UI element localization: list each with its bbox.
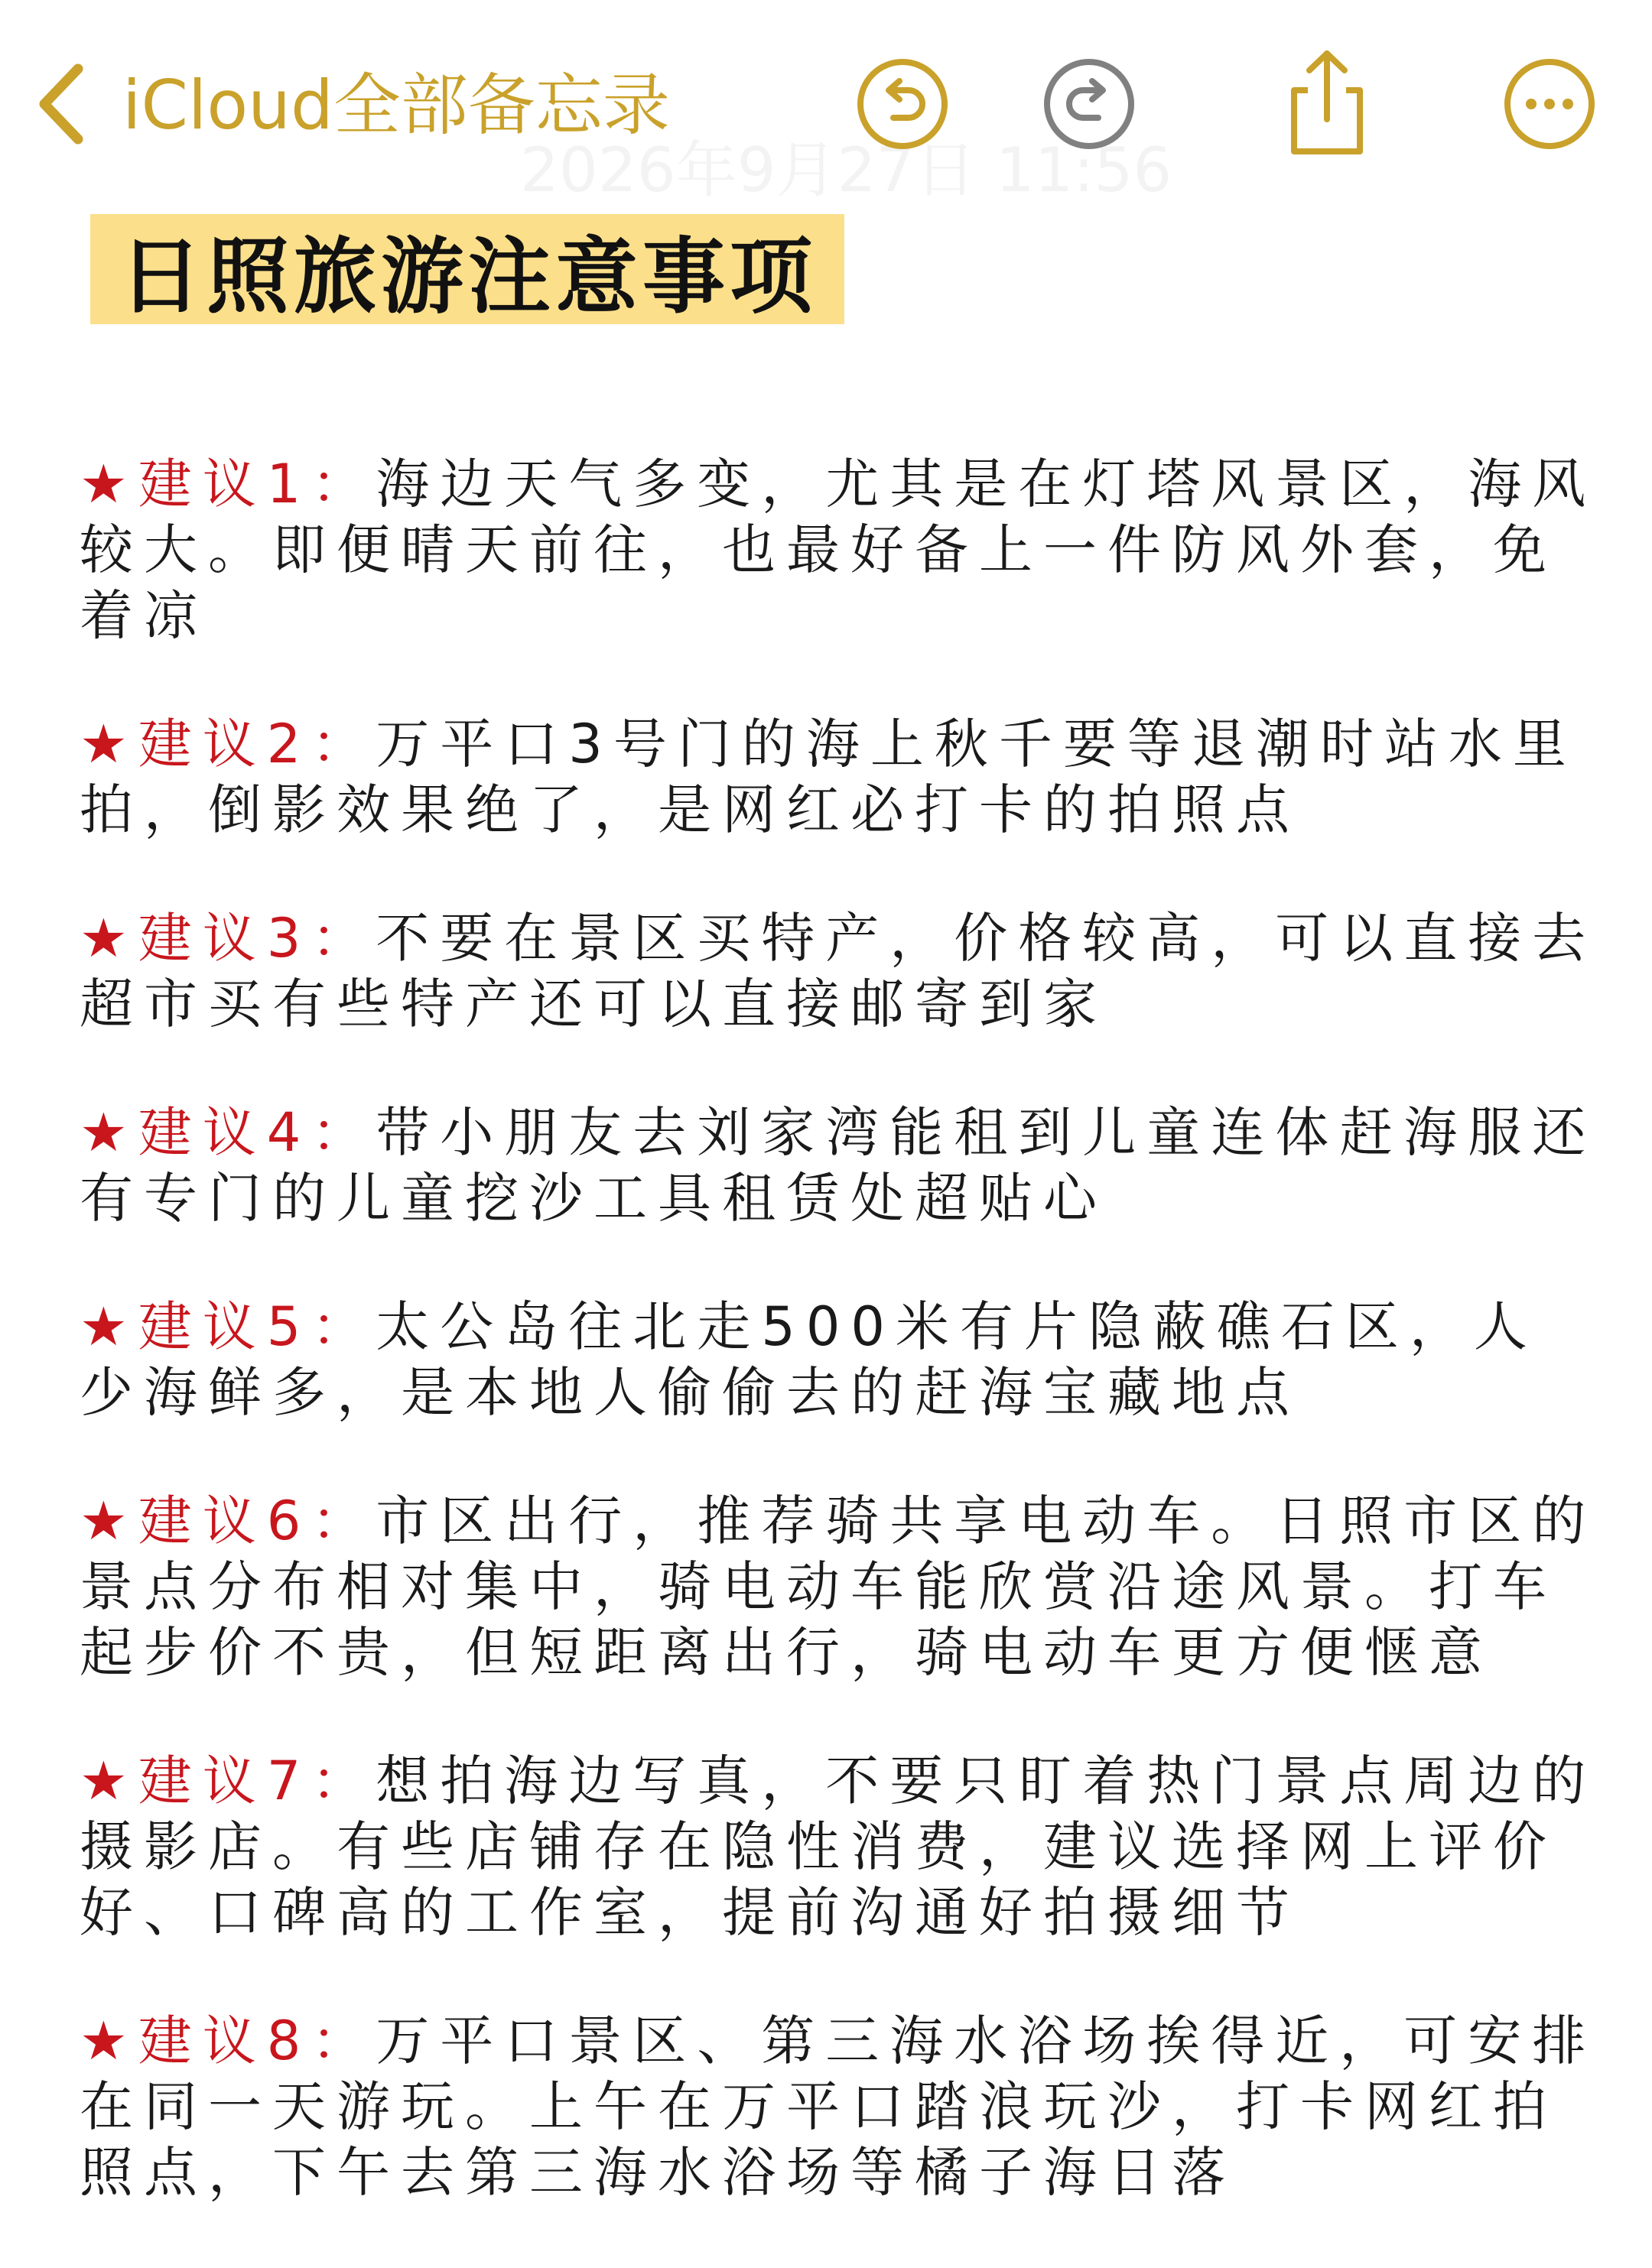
tip-7[interactable] — [80, 1748, 1602, 1945]
tip-4[interactable] — [80, 1100, 1602, 1231]
tip-6[interactable] — [80, 1488, 1602, 1685]
chevron-left-icon[interactable] — [34, 58, 95, 150]
tip-label: ★建议8： — [80, 2010, 376, 2072]
share-button[interactable] — [1277, 44, 1377, 159]
tip-label: ★建议5： — [80, 1295, 376, 1358]
tip-3[interactable] — [80, 905, 1602, 1037]
back-button-label[interactable]: iCloud全部备忘录 — [122, 66, 670, 145]
tip-label: ★建议3： — [80, 907, 376, 970]
more-button[interactable] — [1502, 57, 1597, 151]
tip-text: 万平口3号门的海上秋千要等退潮时站水里拍，倒影效果绝了，是网红必打卡的拍照点 — [80, 713, 1577, 841]
note-title-highlight — [90, 214, 844, 324]
note-date: 2026年9月27日 11:56 — [520, 135, 1172, 206]
undo-button[interactable] — [855, 57, 950, 151]
ellipsis-icon — [1502, 57, 1597, 151]
tip-label: ★建议7： — [80, 1750, 376, 1812]
tip-text: 不要在景区买特产，价格较高，可以直接去超市买有些特产还可以直接邮寄到家 — [80, 907, 1597, 1035]
tip-8[interactable] — [80, 2008, 1602, 2205]
tip-label: ★建议1： — [80, 453, 376, 515]
tips-list — [80, 398, 1602, 2268]
tip-text: 想拍海边写真，不要只盯着热门景点周边的摄影店。有些店铺存在隐性消费，建议选择网上评价好、口碑高的工作室，提前沟通好拍摄细节 — [80, 1750, 1597, 1944]
tip-label: ★建议4： — [80, 1101, 376, 1164]
tip-5[interactable] — [80, 1294, 1602, 1425]
tip-text: 万平口景区、第三海水浴场挨得近，可安排在同一天游玩。上午在万平口踏浪玩沙，打卡网红拍照点，下午去第三海水浴场等橘子海日落 — [80, 2010, 1597, 2204]
undo-icon — [855, 57, 950, 151]
share-icon — [1277, 44, 1377, 159]
redo-icon — [1042, 57, 1137, 151]
tip-2[interactable] — [80, 711, 1602, 843]
note-title[interactable]: 日照旅游注意事项 — [119, 229, 818, 325]
redo-button[interactable] — [1042, 57, 1137, 151]
tip-text: 市区出行，推荐骑共享电动车。日照市区的景点分布相对集中，骑电动车能欣赏沿途风景。打车起步价不贵，但短距离出行，骑电动车更方便惬意 — [80, 1490, 1597, 1684]
tip-text: 太公岛往北走500米有片隐蔽礁石区，人少海鲜多，是本地人偷偷去的赶海宝藏地点 — [80, 1295, 1538, 1424]
tip-text: 海边天气多变，尤其是在灯塔风景区，海风较大。即便晴天前往，也最好备上一件防风外套，免着凉 — [80, 453, 1597, 647]
tip-label: ★建议2： — [80, 713, 376, 775]
tip-1[interactable] — [80, 451, 1602, 648]
nav-bar — [0, 0, 1652, 206]
tip-text: 带小朋友去刘家湾能租到儿童连体赶海服还有专门的儿童挖沙工具租赁处超贴心 — [80, 1101, 1597, 1230]
tip-label: ★建议6： — [80, 1490, 376, 1552]
